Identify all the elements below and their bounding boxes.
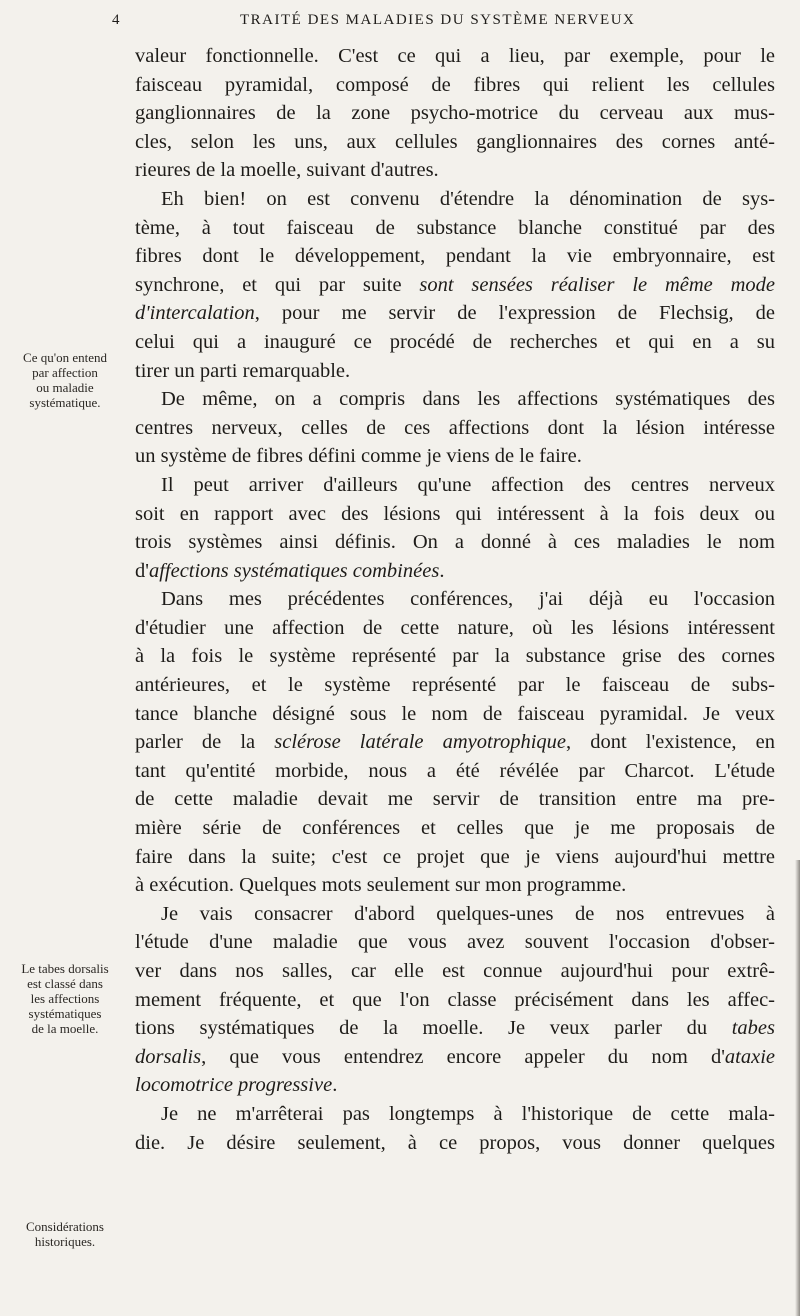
text-line: Eh bien! on est convenu d'étendre la dénomination de sys- [161,187,775,210]
margin-note-tabes-dorsalis [0,961,130,1036]
italic-phrase: sclérose latérale amyotrophique [274,731,566,754]
text-line: un système de fibres défini comme je viens de le faire. [135,445,582,468]
text-line: à la fois le système représenté par la substance grise des cornes [135,645,775,668]
text-line: mement fréquente, et que l'on classe précisément dans les affec- [135,988,775,1011]
text-line: synchrone, et qui par suite sont sensées réaliser le même mode [135,273,775,296]
margin-note-line: Ce qu'on entend [23,350,107,365]
text-line: ver dans nos salles, car elle est connue aujourd'hui pour extrê- [135,960,775,982]
margin-note-line: Considérations [26,1219,104,1234]
text-line: die. Je désire seulement, à ce propos, vous donner quelques [135,1131,775,1154]
text-line: Je vais consacrer d'abord quelques-unes de nos entrevues à [161,902,775,925]
text-line: tirer un parti remarquable. [135,359,351,382]
page-number: 4 [112,12,121,28]
margin-note-line: systématiques [28,1006,102,1021]
body-text [135,42,775,1157]
text-line: tème, à tout faisceau de substance blanche constitué par des [135,216,775,239]
text-line: à exécution. Quelques mots seulement sur mon programme. [135,874,627,897]
italic-phrase: sont sensées réaliser le même mode [419,273,775,296]
text-line: soit en rapport avec des lésions qui intéressent à la fois deux ou [135,502,775,525]
margin-note-line: Le tabes dorsalis [21,961,109,976]
margin-note-line: ou maladie [36,380,94,395]
italic-phrase: ataxie [724,1045,775,1068]
text-line: cles, selon les uns, aux cellules ganglionnaires des cornes anté- [135,130,775,153]
text-line: centres nerveux, celles de ces affections dont la lésion intéresse [135,416,775,439]
text-line: parler de la sclérose latérale amyotrophique, dont l'existence, en [135,731,775,754]
running-title: TRAITÉ DES MALADIES DU SYSTÈME NERVEUX [240,12,636,28]
text-line: Je ne m'arrêterai pas longtemps à l'historique de cette mala- [161,1102,775,1125]
margin-note-line: est classé dans [27,976,103,991]
text-line: faire dans la suite; c'est ce projet que je viens aujourd'hui mettre [135,845,775,868]
text-line: faisceau pyramidal, composé de fibres qui relient les cellules [135,73,775,96]
text-line: tant qu'entité morbide, nous a été révélée par Charcot. L'étude [135,759,775,782]
text-line: d'affections systématiques combinées. [135,559,445,582]
margin-note-considerations-historiques [0,1219,130,1249]
margin-note-line: systématique. [29,395,101,410]
margin-note-line: par affection [32,365,98,380]
italic-phrase: tabes [731,1017,775,1040]
text-line: Dans mes précédentes conférences, j'ai déjà eu l'occasion [161,588,775,611]
text-line: l'étude d'une maladie que vous avez souvent l'occasion d'obser- [135,931,775,954]
margin-note-line: les affections [30,991,100,1006]
page-header [0,12,800,38]
text-line: mière série de conférences et celles que je me proposais de [135,817,775,840]
text-line: tions systématiques de la moelle. Je veux parler du tabes [135,1017,775,1040]
text-line: locomotrice progressive. [135,1074,338,1097]
italic-phrase: affections systématiques combinées [148,559,440,582]
text-line: d'étudier une affection de cette nature, où les lésions intéressent [135,616,775,639]
text-line: Il peut arriver d'ailleurs qu'une affection des centres nerveux [161,473,775,496]
text-line: celui qui a inauguré ce procédé de recherches et qui en a su [135,330,775,353]
margin-note-line: historiques. [34,1234,96,1249]
margin-note-affection-systematique [0,350,130,410]
text-line: d'intercalation, pour me servir de l'expression de Flechsig, de [135,302,775,325]
text-line: rieures de la moelle, suivant d'autres. [135,159,439,182]
text-line: tance blanche désigné sous le nom de faisceau pyramidal. Je veux [135,702,775,725]
margin-note-line: de la moelle. [31,1021,99,1036]
page-edge-shadow [795,860,800,1316]
italic-phrase: d'intercalation [135,302,255,325]
text-line: fibres dont le développement, pendant la vie embryonnaire, est [135,245,775,268]
text-line: De même, on a compris dans les affections systématiques des [161,388,775,411]
text-line: valeur fonctionnelle. C'est ce qui a lieu, par exemple, pour le [135,45,775,67]
text-line: de cette maladie devait me servir de transition entre ma pre- [135,788,775,811]
text-line: ganglionnaires de la zone psycho-motrice du cerveau aux mus- [135,102,775,125]
text-line: antérieures, et le système représenté par le faisceau de subs- [135,674,775,697]
text-line: trois systèmes ainsi définis. On a donné à ces maladies le nom [135,531,775,554]
italic-phrase: dorsalis [135,1045,202,1068]
text-line: dorsalis, que vous entendrez encore appeler du nom d'ataxie [135,1045,775,1068]
italic-phrase: locomotrice progressive [135,1074,333,1097]
